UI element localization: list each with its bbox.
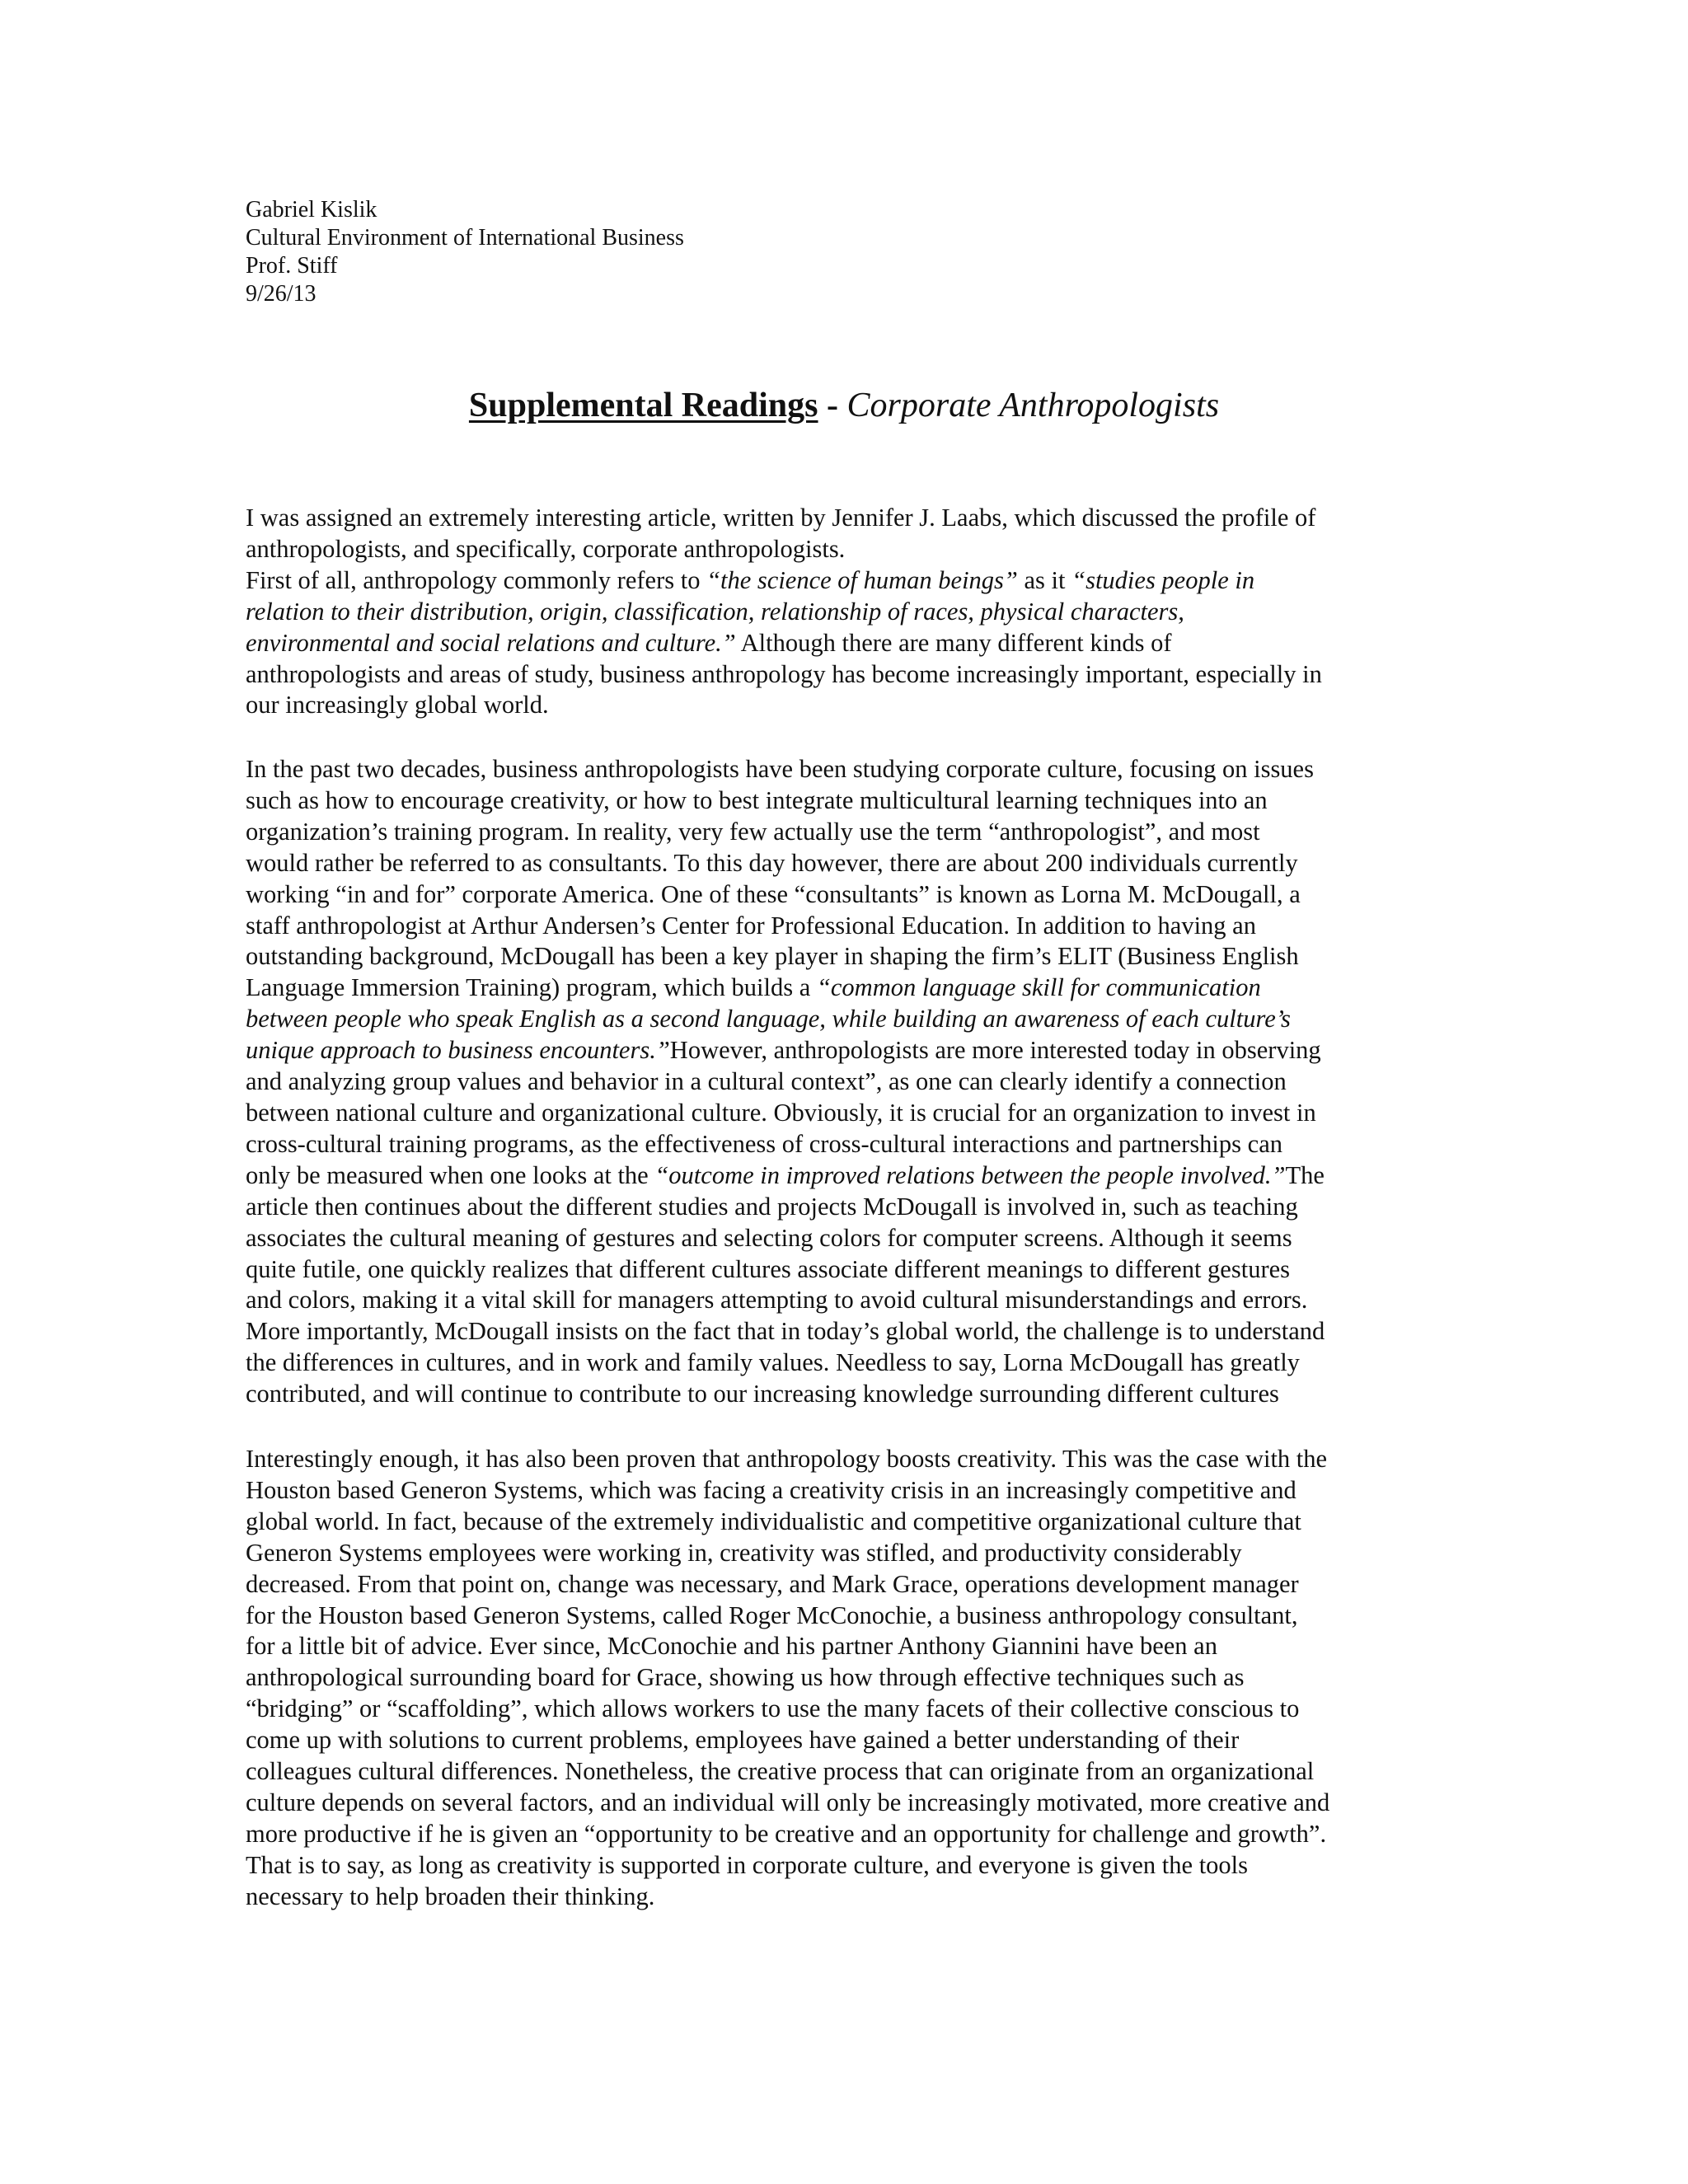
text-segment: Although there are many different kinds of — [735, 628, 1172, 657]
text-segment: decreased. From that point on, change was necessary, and Mark Grace, operations development manager — [246, 1569, 1299, 1598]
text-line — [246, 1538, 1449, 1569]
text-segment: working “in and for” corporate America. One of these “consultants” is known as Lorna M. McDougall, a — [246, 879, 1301, 908]
text-segment: outstanding background, McDougall has been a key player in shaping the firm’s ELIT (Business English — [246, 942, 1299, 971]
text-line — [246, 848, 1449, 879]
text-segment: between national culture and organizational culture. Obviously, it is crucial for an organization to invest in — [246, 1098, 1316, 1127]
text-line — [246, 972, 1449, 1004]
professor-name: Prof. Stiff — [246, 253, 338, 279]
quoted-text: “the science of human beings” — [706, 565, 1018, 594]
text-line — [246, 1788, 1449, 1819]
paragraph-1 — [246, 503, 1449, 721]
text-line — [246, 1098, 1449, 1129]
text-segment: The — [1285, 1160, 1325, 1189]
quoted-text: environmental and social relations and culture.” — [246, 628, 736, 657]
quoted-text: unique approach to business encounters.” — [246, 1036, 670, 1065]
text-line — [246, 1129, 1449, 1160]
text-segment: “bridging” or “scaffolding”, which allows workers to use the many facets of their collective conscious to — [246, 1694, 1300, 1723]
text-line — [246, 1756, 1449, 1788]
quoted-text: “common language skill for communication — [816, 973, 1261, 1002]
text-segment: article then continues about the different studies and projects McDougall is involved in, such as teaching — [246, 1192, 1298, 1221]
paragraph-3 — [246, 1444, 1449, 1913]
text-segment: colleagues cultural differences. Nonetheless, the creative process that can originate from an organizational — [246, 1757, 1315, 1786]
text-line — [246, 1066, 1449, 1098]
text-line — [246, 754, 1449, 785]
text-segment: Generon Systems employees were working in, creativity was stifled, and productivity considerably — [246, 1538, 1242, 1567]
text-line — [246, 1379, 1449, 1410]
quoted-text: “outcome in improved relations between the people involved.” — [654, 1160, 1286, 1189]
text-segment: First of all, anthropology commonly refers to — [246, 565, 707, 594]
text-segment: our increasingly global world. — [246, 691, 549, 719]
title-subtitle: Corporate Anthropologists — [846, 387, 1220, 424]
text-line — [246, 1004, 1449, 1035]
quoted-text: “studies people in — [1071, 565, 1255, 594]
text-segment: anthropologists, and specifically, corporate anthropologists. — [246, 534, 846, 563]
text-line — [246, 1694, 1449, 1725]
text-line — [246, 817, 1449, 848]
text-line — [246, 911, 1449, 942]
text-line — [246, 1285, 1449, 1316]
text-segment: anthropological surrounding board for Grace, showing us how through effective techniques such as — [246, 1663, 1245, 1692]
text-line — [246, 628, 1449, 659]
text-line — [246, 1475, 1449, 1507]
text-line — [246, 1507, 1449, 1538]
text-line — [246, 1662, 1449, 1694]
text-line — [246, 503, 1449, 534]
text-segment: necessary to help broaden their thinking. — [246, 1882, 655, 1910]
text-segment: and colors, making it a vital skill for managers attempting to avoid cultural misunderstandings and errors. — [246, 1286, 1308, 1315]
quoted-text: between people who speak English as a second language, while building an awareness of each culture’s — [246, 1005, 1291, 1033]
text-segment: and analyzing group values and behavior in a cultural context”, as one can clearly identify a connection — [246, 1067, 1287, 1096]
text-line — [246, 1569, 1449, 1601]
text-segment: as it — [1017, 565, 1072, 594]
document-date: 9/26/13 — [246, 281, 316, 307]
text-segment: Interestingly enough, it has also been proven that anthropology boosts creativity. This was the case with the — [246, 1445, 1328, 1473]
text-line — [246, 597, 1449, 628]
text-segment: for the Houston based Generon Systems, called Roger McConochie, a business anthropology consultant, — [246, 1601, 1298, 1629]
text-segment: only be measured when one looks at the — [246, 1160, 655, 1189]
text-segment: cross-cultural training programs, as the effectiveness of cross-cultural interactions and partnerships can — [246, 1129, 1282, 1158]
course-name: Cultural Environment of International Business — [246, 225, 684, 251]
text-segment: would rather be referred to as consultants. To this day however, there are about 200 individuals currently — [246, 848, 1298, 877]
text-segment: Language Immersion Training) program, which builds a — [246, 973, 817, 1002]
text-segment: more productive if he is given an “opportunity to be creative and an opportunity for challenge and growth”. — [246, 1819, 1327, 1848]
text-line — [246, 1631, 1449, 1662]
title-separator: - — [818, 387, 847, 424]
text-segment: contributed, and will continue to contribute to our increasing knowledge surrounding different cultures — [246, 1380, 1279, 1408]
text-segment: anthropologists and areas of study, business anthropology has become increasingly important, especially in — [246, 659, 1322, 688]
text-line — [246, 1347, 1449, 1379]
text-line — [246, 1819, 1449, 1850]
header-block — [246, 196, 684, 308]
text-line — [246, 659, 1449, 691]
author-name: Gabriel Kislik — [246, 197, 377, 223]
text-segment: More importantly, McDougall insists on the fact that in today’s global world, the challenge is to understand — [246, 1317, 1325, 1346]
text-line — [246, 1850, 1449, 1882]
text-segment: culture depends on several factors, and an individual will only be increasingly motivated, more creative and — [246, 1788, 1330, 1816]
text-line — [246, 534, 1449, 565]
text-segment: In the past two decades, business anthropologists have been studying corporate culture, focusing on issues — [246, 755, 1314, 783]
text-segment: come up with solutions to current problems, employees have gained a better understanding of their — [246, 1726, 1240, 1755]
document-title — [0, 384, 1688, 427]
text-segment: global world. In fact, because of the extremely individualistic and competitive organizational culture that — [246, 1507, 1301, 1535]
text-line — [246, 879, 1449, 911]
text-segment: the differences in cultures, and in work and family values. Needless to say, Lorna McDougall has greatly — [246, 1348, 1300, 1377]
text-segment: Houston based Generon Systems, which was facing a creativity crisis in an increasingly competitive and — [246, 1475, 1296, 1504]
text-segment: I was assigned an extremely interesting article, written by Jennifer J. Laabs, which discussed the profile of — [246, 504, 1316, 532]
text-line — [246, 941, 1449, 972]
text-line — [246, 1223, 1449, 1254]
text-line — [246, 1882, 1449, 1913]
paragraph-2 — [246, 754, 1449, 1410]
text-segment: for a little bit of advice. Ever since, McConochie and his partner Anthony Giannini have been an — [246, 1632, 1217, 1661]
text-segment: organization’s training program. In reality, very few actually use the term “anthropologist”, and most — [246, 817, 1260, 846]
text-line — [246, 1725, 1449, 1756]
text-line — [246, 1601, 1449, 1632]
text-line — [246, 690, 1449, 721]
text-segment: However, anthropologists are more interested today in observing — [669, 1036, 1321, 1065]
title-main: Supplemental Readings — [468, 387, 818, 424]
text-line — [246, 565, 1449, 597]
text-line — [246, 1192, 1449, 1223]
text-segment: quite futile, one quickly realizes that different cultures associate different meanings to different gestures — [246, 1254, 1291, 1283]
text-line — [246, 1444, 1449, 1475]
text-line — [246, 1316, 1449, 1347]
text-segment: such as how to encourage creativity, or how to best integrate multicultural learning techniques into an — [246, 785, 1268, 814]
text-segment: staff anthropologist at Arthur Andersen’s Center for Professional Education. In addition to having an — [246, 911, 1256, 940]
text-line — [246, 1160, 1449, 1192]
text-line — [246, 1254, 1449, 1286]
text-line — [246, 785, 1449, 817]
text-line — [246, 1035, 1449, 1066]
text-segment: That is to say, as long as creativity is supported in corporate culture, and everyone is given the tools — [246, 1850, 1249, 1879]
quoted-text: relation to their distribution, origin, classification, relationship of races, physical characters, — [246, 597, 1184, 626]
text-segment: associates the cultural meaning of gestures and selecting colors for computer screens. Although it seems — [246, 1223, 1292, 1252]
